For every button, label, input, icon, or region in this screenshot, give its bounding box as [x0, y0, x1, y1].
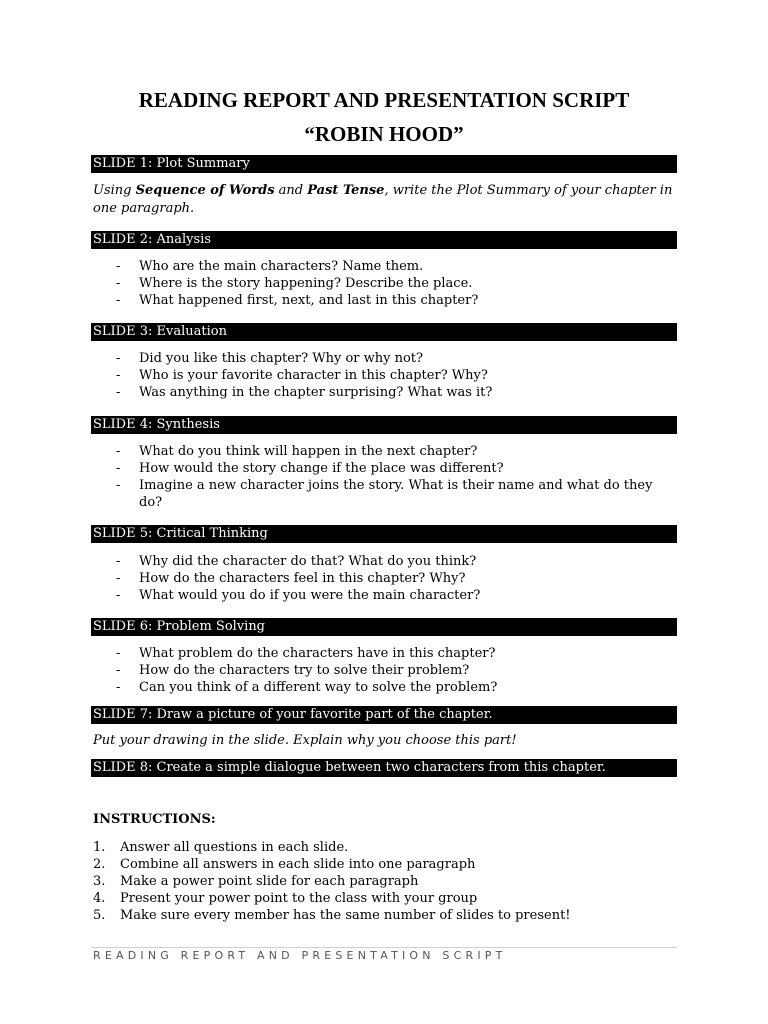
page-footer: READING REPORT AND PRESENTATION SCRIPT — [93, 949, 507, 962]
list-item: - Imagine a new character joins the story. What is their name and what do they do? — [112, 477, 672, 511]
list-item: - Who are the main characters? Name them. — [112, 258, 672, 275]
instruction-number: 3. — [93, 874, 106, 889]
list-item: - Can you think of a different way to solve the problem? — [112, 679, 672, 696]
slide-5-heading: SLIDE 5: Critical Thinking — [91, 525, 677, 543]
instructions-list — [93, 839, 673, 924]
instruction-text: Present your power point to the class with your group — [120, 891, 478, 906]
instruction-text: Combine all answers in each slide into one paragraph — [120, 857, 476, 872]
instructions-heading: INSTRUCTIONS: — [93, 812, 216, 827]
slide-2-question-list — [112, 258, 672, 309]
instruction-number: 2. — [93, 857, 106, 872]
slide-2-heading: SLIDE 2: Analysis — [91, 231, 677, 249]
list-item: - Did you like this chapter? Why or why not? — [112, 350, 672, 367]
list-item: - What happened first, next, and last in this chapter? — [112, 292, 672, 309]
slide-1-text: and — [274, 183, 308, 198]
instruction-number: 1. — [93, 840, 106, 855]
instruction-text: Make a power point slide for each paragraph — [120, 874, 419, 889]
document-title: READING REPORT AND PRESENTATION SCRIPT — [138, 88, 630, 112]
list-item: - What would you do if you were the main character? — [112, 587, 672, 604]
instruction-item — [93, 873, 673, 890]
slide-8-heading: SLIDE 8: Create a simple dialogue between two characters from this chapter. — [91, 759, 677, 777]
instruction-number: 4. — [93, 891, 106, 906]
footer-divider — [91, 947, 677, 948]
slide-6-question-list — [112, 645, 672, 696]
instruction-text: Make sure every member has the same number of slides to present! — [120, 908, 571, 923]
slide-1-heading: SLIDE 1: Plot Summary — [91, 155, 677, 173]
list-item: - Why did the character do that? What do you think? — [112, 553, 672, 570]
slide-1-instructions — [93, 182, 683, 218]
slide-1-text: , write the Plot Summary of your chapter in one paragraph. — [93, 183, 673, 216]
list-item: - How do the characters try to solve their problem? — [112, 662, 672, 679]
slide-1-bold-term: Past Tense — [307, 183, 385, 198]
slide-1-text: Using — [93, 183, 136, 198]
instruction-item — [93, 839, 673, 856]
instruction-item — [93, 856, 673, 873]
slide-7-note: Put your drawing in the slide. Explain why you choose this part! — [93, 733, 517, 748]
slide-4-question-list — [112, 443, 672, 511]
instruction-number: 5. — [93, 908, 106, 923]
slide-5-question-list — [112, 553, 672, 604]
list-item: - Where is the story happening? Describe the place. — [112, 275, 672, 292]
document-subtitle: “ROBIN HOOD” — [304, 122, 464, 146]
slide-1-bold-term: Sequence of Words — [135, 183, 275, 198]
slide-6-heading: SLIDE 6: Problem Solving — [91, 618, 677, 636]
list-item: - Was anything in the chapter surprising? What was it? — [112, 384, 672, 401]
instruction-item — [93, 890, 673, 907]
list-item: - How would the story change if the place was different? — [112, 460, 672, 477]
list-item: - How do the characters feel in this chapter? Why? — [112, 570, 672, 587]
instruction-text: Answer all questions in each slide. — [120, 840, 349, 855]
instruction-item — [93, 907, 673, 924]
list-item: - What problem do the characters have in this chapter? — [112, 645, 672, 662]
slide-3-question-list — [112, 350, 672, 401]
slide-3-heading: SLIDE 3: Evaluation — [91, 323, 677, 341]
slide-4-heading: SLIDE 4: Synthesis — [91, 416, 677, 434]
list-item: - What do you think will happen in the next chapter? — [112, 443, 672, 460]
slide-7-heading: SLIDE 7: Draw a picture of your favorite part of the chapter. — [91, 706, 677, 724]
list-item: - Who is your favorite character in this chapter? Why? — [112, 367, 672, 384]
